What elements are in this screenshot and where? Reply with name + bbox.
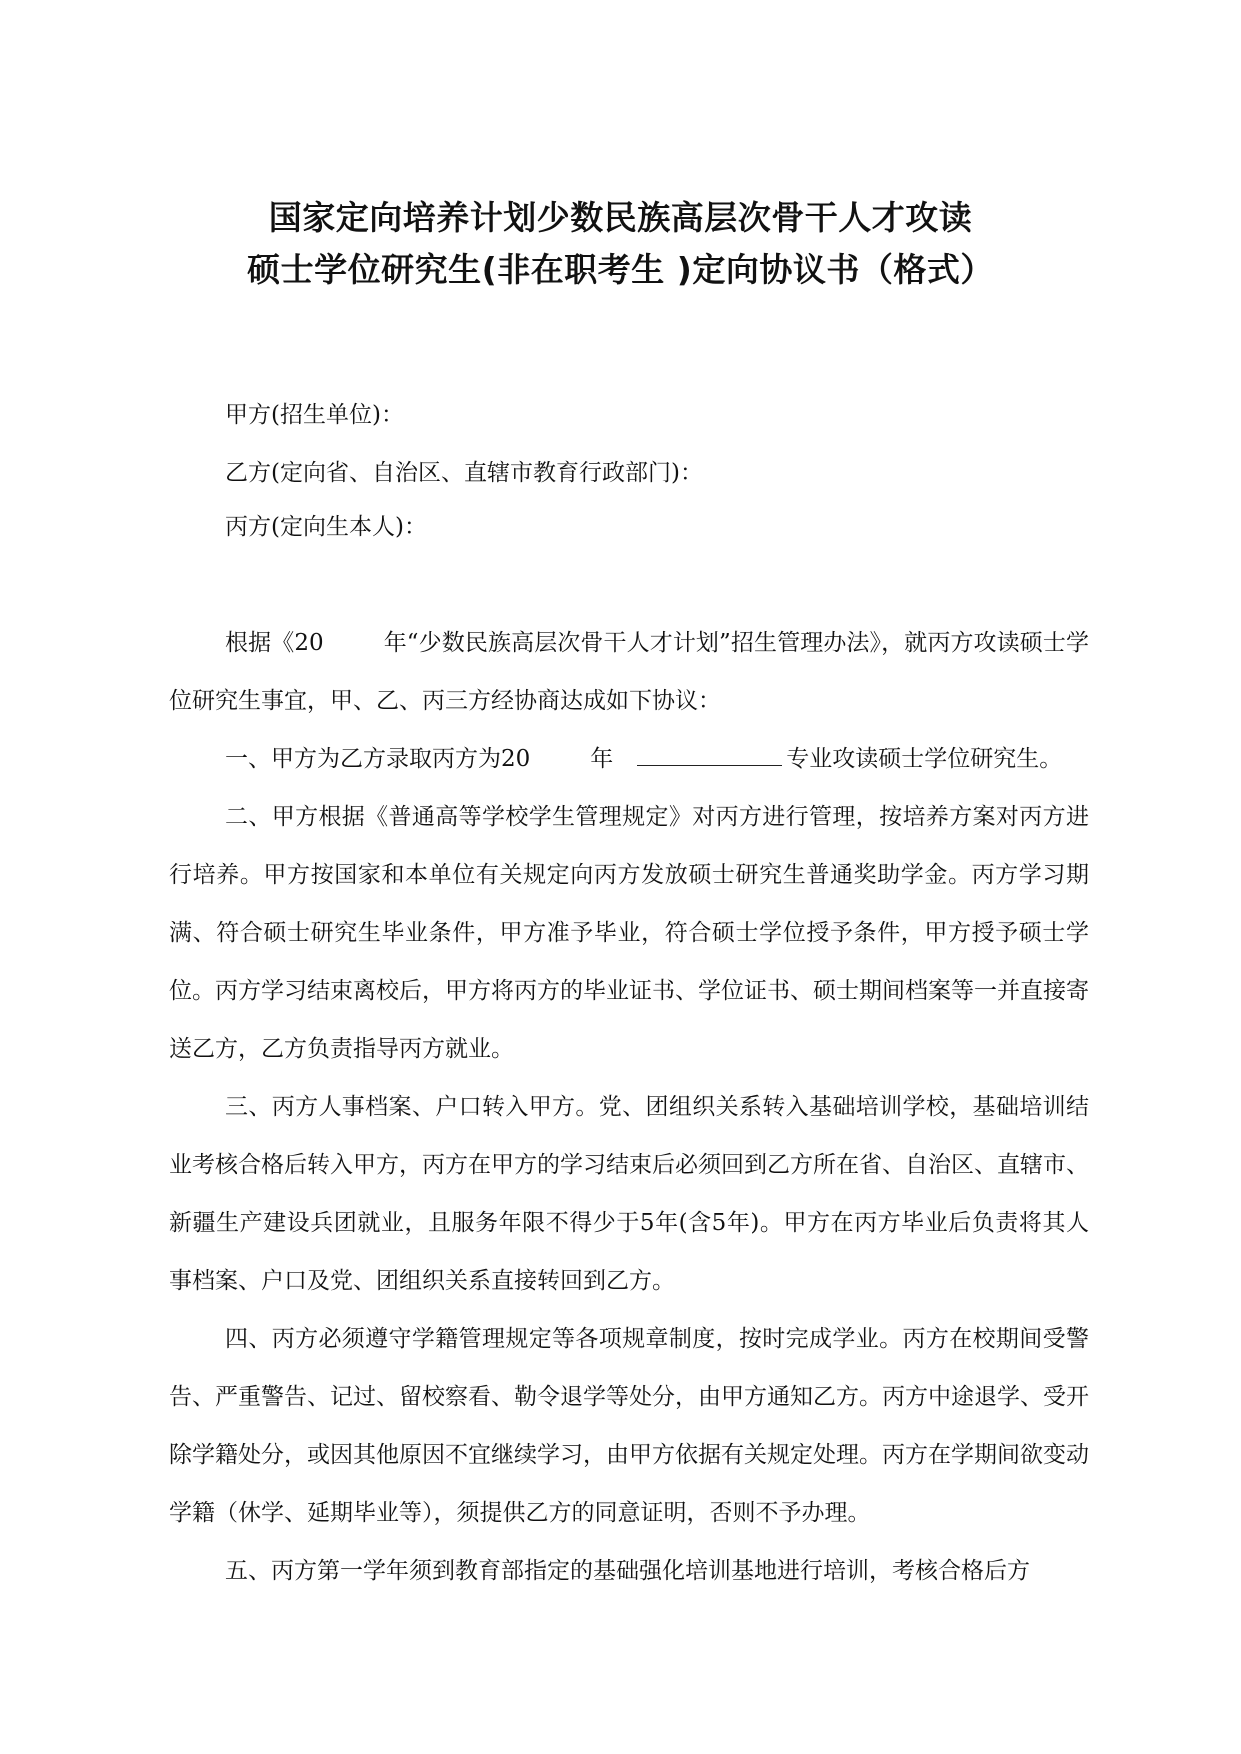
agreement-body	[169, 614, 1089, 1600]
clause-5-paragraph: 五、丙方第一学年须到教育部指定的基础强化培训基地进行培训，考核合格后方	[225, 1558, 1030, 1584]
clause-4-paragraph: 四、丙方必须遵守学籍管理规定等各项规章制度，按时完成学业。丙方在校期间受警告、严重警告、记过、留校察看、勒令退学等处分，由甲方通知乙方。丙方中途退学、受开除学籍处分，或因其他原因不宜继续学习，由甲方依据有关规定处理。丙方在学期间欲变动学籍（休学、延期毕业等），须提供乙方的同意证明，否则不予办理。	[169, 1326, 1089, 1526]
party-a-label: 甲方(招生单位)：	[225, 402, 404, 428]
preamble-paragraph	[169, 614, 1089, 730]
document-title-line-1: 国家定向培养计划少数民族高层次骨干人才攻读	[268, 198, 973, 237]
party-b-label: 乙方(定向省、自治区、直辖市教育行政部门)：	[225, 460, 703, 486]
party-c-label: 丙方(定向生本人)：	[225, 514, 427, 540]
preamble-part-2: 年“少数民族高层次骨干人才计划”招生管理办法》，就丙方攻读硕士学位研究生事宜，甲、乙、丙三方经协商达成如下协议：	[169, 630, 1089, 714]
clause-1-paragraph	[169, 730, 1089, 788]
document-title-line-2: 硕士学位研究生(非在职考生 )定向协议书（格式）	[247, 250, 994, 289]
preamble-part-1: 根据《20	[225, 630, 324, 656]
clause-2-paragraph: 二、甲方根据《普通高等学校学生管理规定》对丙方进行管理，按培养方案对丙方进行培养。甲方按国家和本单位有关规定向丙方发放硕士研究生普通奖助学金。丙方学习期满、符合硕士研究生毕业条件，甲方准予毕业，符合硕士学位授予条件，甲方授予硕士学位。丙方学习结束离校后，甲方将丙方的毕业证书、学位证书、硕士期间档案等一并直接寄送乙方，乙方负责指导丙方就业。	[169, 804, 1089, 1062]
clause-1-part-3: 专业攻读硕士学位研究生。	[786, 746, 1063, 772]
clause-1-part-2: 年	[590, 746, 614, 772]
major-blank-line	[637, 743, 782, 766]
clause-3-paragraph: 三、丙方人事档案、户口转入甲方。党、团组织关系转入基础培训学校，基础培训结业考核合格后转入甲方，丙方在甲方的学习结束后必须回到乙方所在省、自治区、直辖市、新疆生产建设兵团就业，且服务年限不得少于5年(含5年)。甲方在丙方毕业后负责将其人事档案、户口及党、团组织关系直接转回到乙方。	[169, 1094, 1089, 1294]
clause-1-part-1: 一、甲方为乙方录取丙方为20	[225, 746, 531, 772]
